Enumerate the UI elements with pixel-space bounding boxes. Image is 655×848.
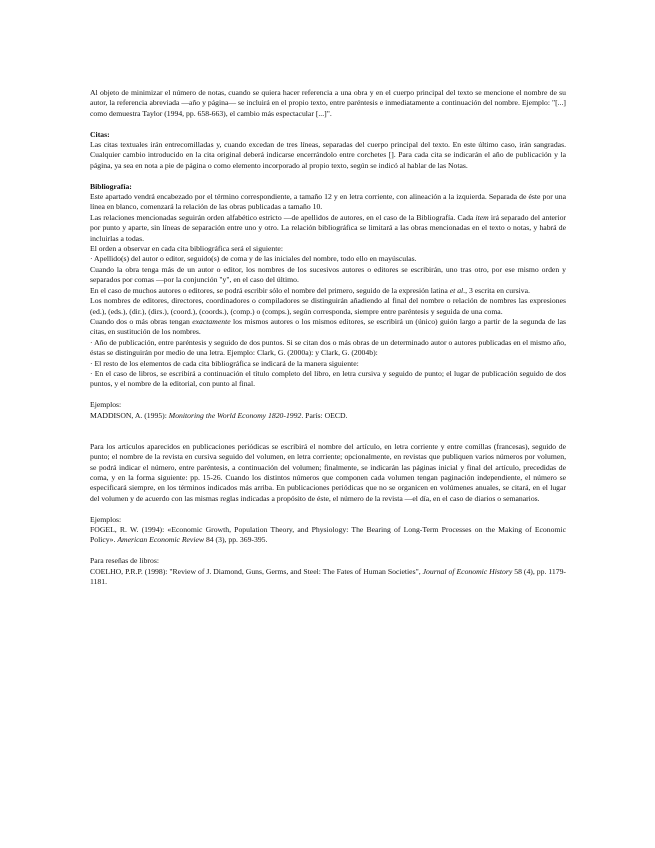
blank-line bbox=[90, 421, 566, 431]
citas-paragraph: Las citas textuales irán entrecomilladas y, cuando excedan de tres líneas, separadas del cuerpo principal del texto. En este último caso, irán sangradas. Cualquier cambio introducido en la cita original deberá indicarse encerrándolo entre corchetes []. Para cada cita se indicarán el año de publicación y la página, ya sea en nota a pie de página o como elemento incorporado al propio texto, según se indicó al hablar de las Notas. bbox=[90, 140, 566, 170]
blank-line bbox=[90, 171, 566, 181]
text-run: Las relaciones mencionadas seguirán orden alfabético estricto —de apellidos de autores, en el caso de la Bibliografía. Cada bbox=[90, 212, 476, 222]
ejemplo-resena bbox=[90, 567, 566, 588]
italic-run: American Economic Review bbox=[117, 535, 205, 545]
biblio-paragraph-3: El orden a observar en cada cita bibliográfica será el siguiente: bbox=[90, 244, 283, 254]
italic-run: Journal of Economic History bbox=[422, 566, 513, 576]
ejemplos-label: Ejemplos: bbox=[90, 400, 122, 410]
blank-line bbox=[90, 546, 566, 556]
text-run: irá separado del anterior por punto y aparte, sin líneas de separación entre uno y otro. La relación bibliográfica se limitará a las obras mencionadas en el texto o notas, y habrá de incluirlas a todas. bbox=[90, 212, 566, 243]
biblio-paragraph-2 bbox=[90, 213, 566, 244]
text-run: 58 (4), pp. 1179-1181. bbox=[90, 566, 566, 586]
text-run: los mismos autores o los mismos editores, se escribirá un (único) guión largo a partir de la segunda de las citas, en sustitución de los nombres. bbox=[90, 316, 566, 337]
italic-run: et al bbox=[449, 285, 464, 295]
biblio-paragraph-10: · El resto de los elementos de cada cita bibliográfica se indicará de la manera siguiente: bbox=[90, 358, 359, 368]
resenas-label: Para reseñas de libros: bbox=[90, 556, 159, 566]
text-run: FOGEL, R. W. (1994): «Economic Growth, Population Theory, and Physiology: The Bearing of Long-Term Processes on the Making of Economic Policy». bbox=[90, 524, 566, 545]
blank-line bbox=[90, 119, 566, 129]
italic-run: exactamente bbox=[192, 316, 231, 326]
italic-run: item bbox=[475, 212, 489, 222]
italic-run: Monitoring the World Economy 1820-1992 bbox=[168, 410, 302, 420]
biblio-paragraph-4: · Apellido(s) del autor o editor, seguido(s) de coma y de las iniciales del nombre, todo ello en mayúsculas. bbox=[90, 254, 417, 264]
text-run: COELHO, P.R.P. (1998): "Review of J. Diamond, Guns, Germs, and Steel: The Fates of Human Societies", bbox=[90, 566, 423, 576]
bibliografia-heading: Bibliografía: bbox=[90, 181, 132, 191]
blank-line bbox=[90, 390, 566, 400]
intro-paragraph: Al objeto de minimizar el número de notas, cuando se quiera hacer referencia a una obra y en el cuerpo principal del texto se mencione el nombre de su autor, la referencia abreviada —año y página— se incluirá en el propio texto, entre paréntesis e inmediatamente a continuación del nombre. Ejemplo: "[...] como demuestra Taylor (1994, pp. 658-663), el cambio más espectacular [...]". bbox=[90, 88, 566, 118]
text-run: MADDISON, A. (1995): bbox=[90, 410, 169, 420]
text-run: Cuando dos o más obras tengan bbox=[90, 316, 193, 326]
blank-line bbox=[90, 431, 566, 441]
text-run: ., 3 escrita en cursiva. bbox=[463, 285, 530, 295]
ejemplos-label: Ejemplos: bbox=[90, 514, 122, 524]
citas-heading: Citas: bbox=[90, 129, 110, 139]
text-run: En el caso de muchos autores o editores, se podrá escribir sólo el nombre del primero, seguido de la expresión latina bbox=[90, 285, 450, 295]
biblio-paragraph-7: Los nombres de editores, directores, coordinadores o compiladores se distinguirán añadiendo al final del nombre o relación de nombres las expresiones (ed.), (eds.), (dir.), (dirs.), (coord.), (coords.), (comp.) o (comps.), según corresponda, siempre entre paréntesis y seguida de una coma. bbox=[90, 296, 566, 316]
biblio-paragraph-5: Cuando la obra tenga más de un autor o editor, los nombres de los sucesivos autores o editores se escribirán, uno tras otro, por ese mismo orden y separados por comas —por la conjunción "y", en el caso del último. bbox=[90, 264, 566, 285]
blank-line bbox=[90, 504, 566, 514]
biblio-paragraph-6 bbox=[90, 286, 566, 296]
biblio-paragraph-8 bbox=[90, 317, 566, 338]
text-run: . París: OECD. bbox=[301, 410, 348, 420]
text-run: 84 (3), pp. 369-395. bbox=[204, 535, 268, 545]
biblio-paragraph-1: Este apartado vendrá encabezado por el término correspondiente, a tamaño 12 y en letra corriente, con alineación a la izquierda. Separada de éste por una línea en blanco, comenzará la relación de las obras publicadas a tamaño 10. bbox=[90, 192, 566, 212]
ejemplo-articulo bbox=[90, 525, 566, 546]
articulos-paragraph: Para los artículos aparecidos en publicaciones periódicas se escribirá el nombre del artículo, en letra corriente y entre comillas (francesas), seguido de punto; el nombre de la revista en cursiva seguido del volumen, en letra corriente; opcionalmente, en revistas que publiquen varios números por volumen, se podrá indicar el número, entre paréntesis, a continuación del volumen; finalmente, se indicarán las páginas inicial y final del artículo, precedidas de coma, y en la forma siguiente: pp. 15-26. Cuando los distintos números que componen cada volumen tengan paginación independiente, el número se especificará siempre, en los términos indicados más arriba. En publicaciones periódicas que no se organicen en volúmenes anuales, se citará, en el lugar del volumen y de acuerdo con las mismas reglas indicadas a propósito de éste, el número de la revista —el día, en el caso de diarios o semanarios. bbox=[90, 441, 566, 503]
document-page bbox=[90, 88, 566, 587]
biblio-paragraph-11: · En el caso de libros, se escribirá a continuación el título completo del libro, en letra cursiva y seguido de punto; el lugar de publicación seguido de dos puntos, y el nombre de la editorial, con punto al final. bbox=[90, 368, 566, 389]
ejemplo-libro bbox=[90, 411, 566, 421]
biblio-paragraph-9: · Año de publicación, entre paréntesis y seguido de dos puntos. Si se citan dos o más obras de un determinado autor o autores publicadas en el mismo año, éstas se distinguirán por medio de una letra. Ejemplo: Clark, G. (2000a): y Clark, G. (2004b): bbox=[90, 337, 566, 358]
